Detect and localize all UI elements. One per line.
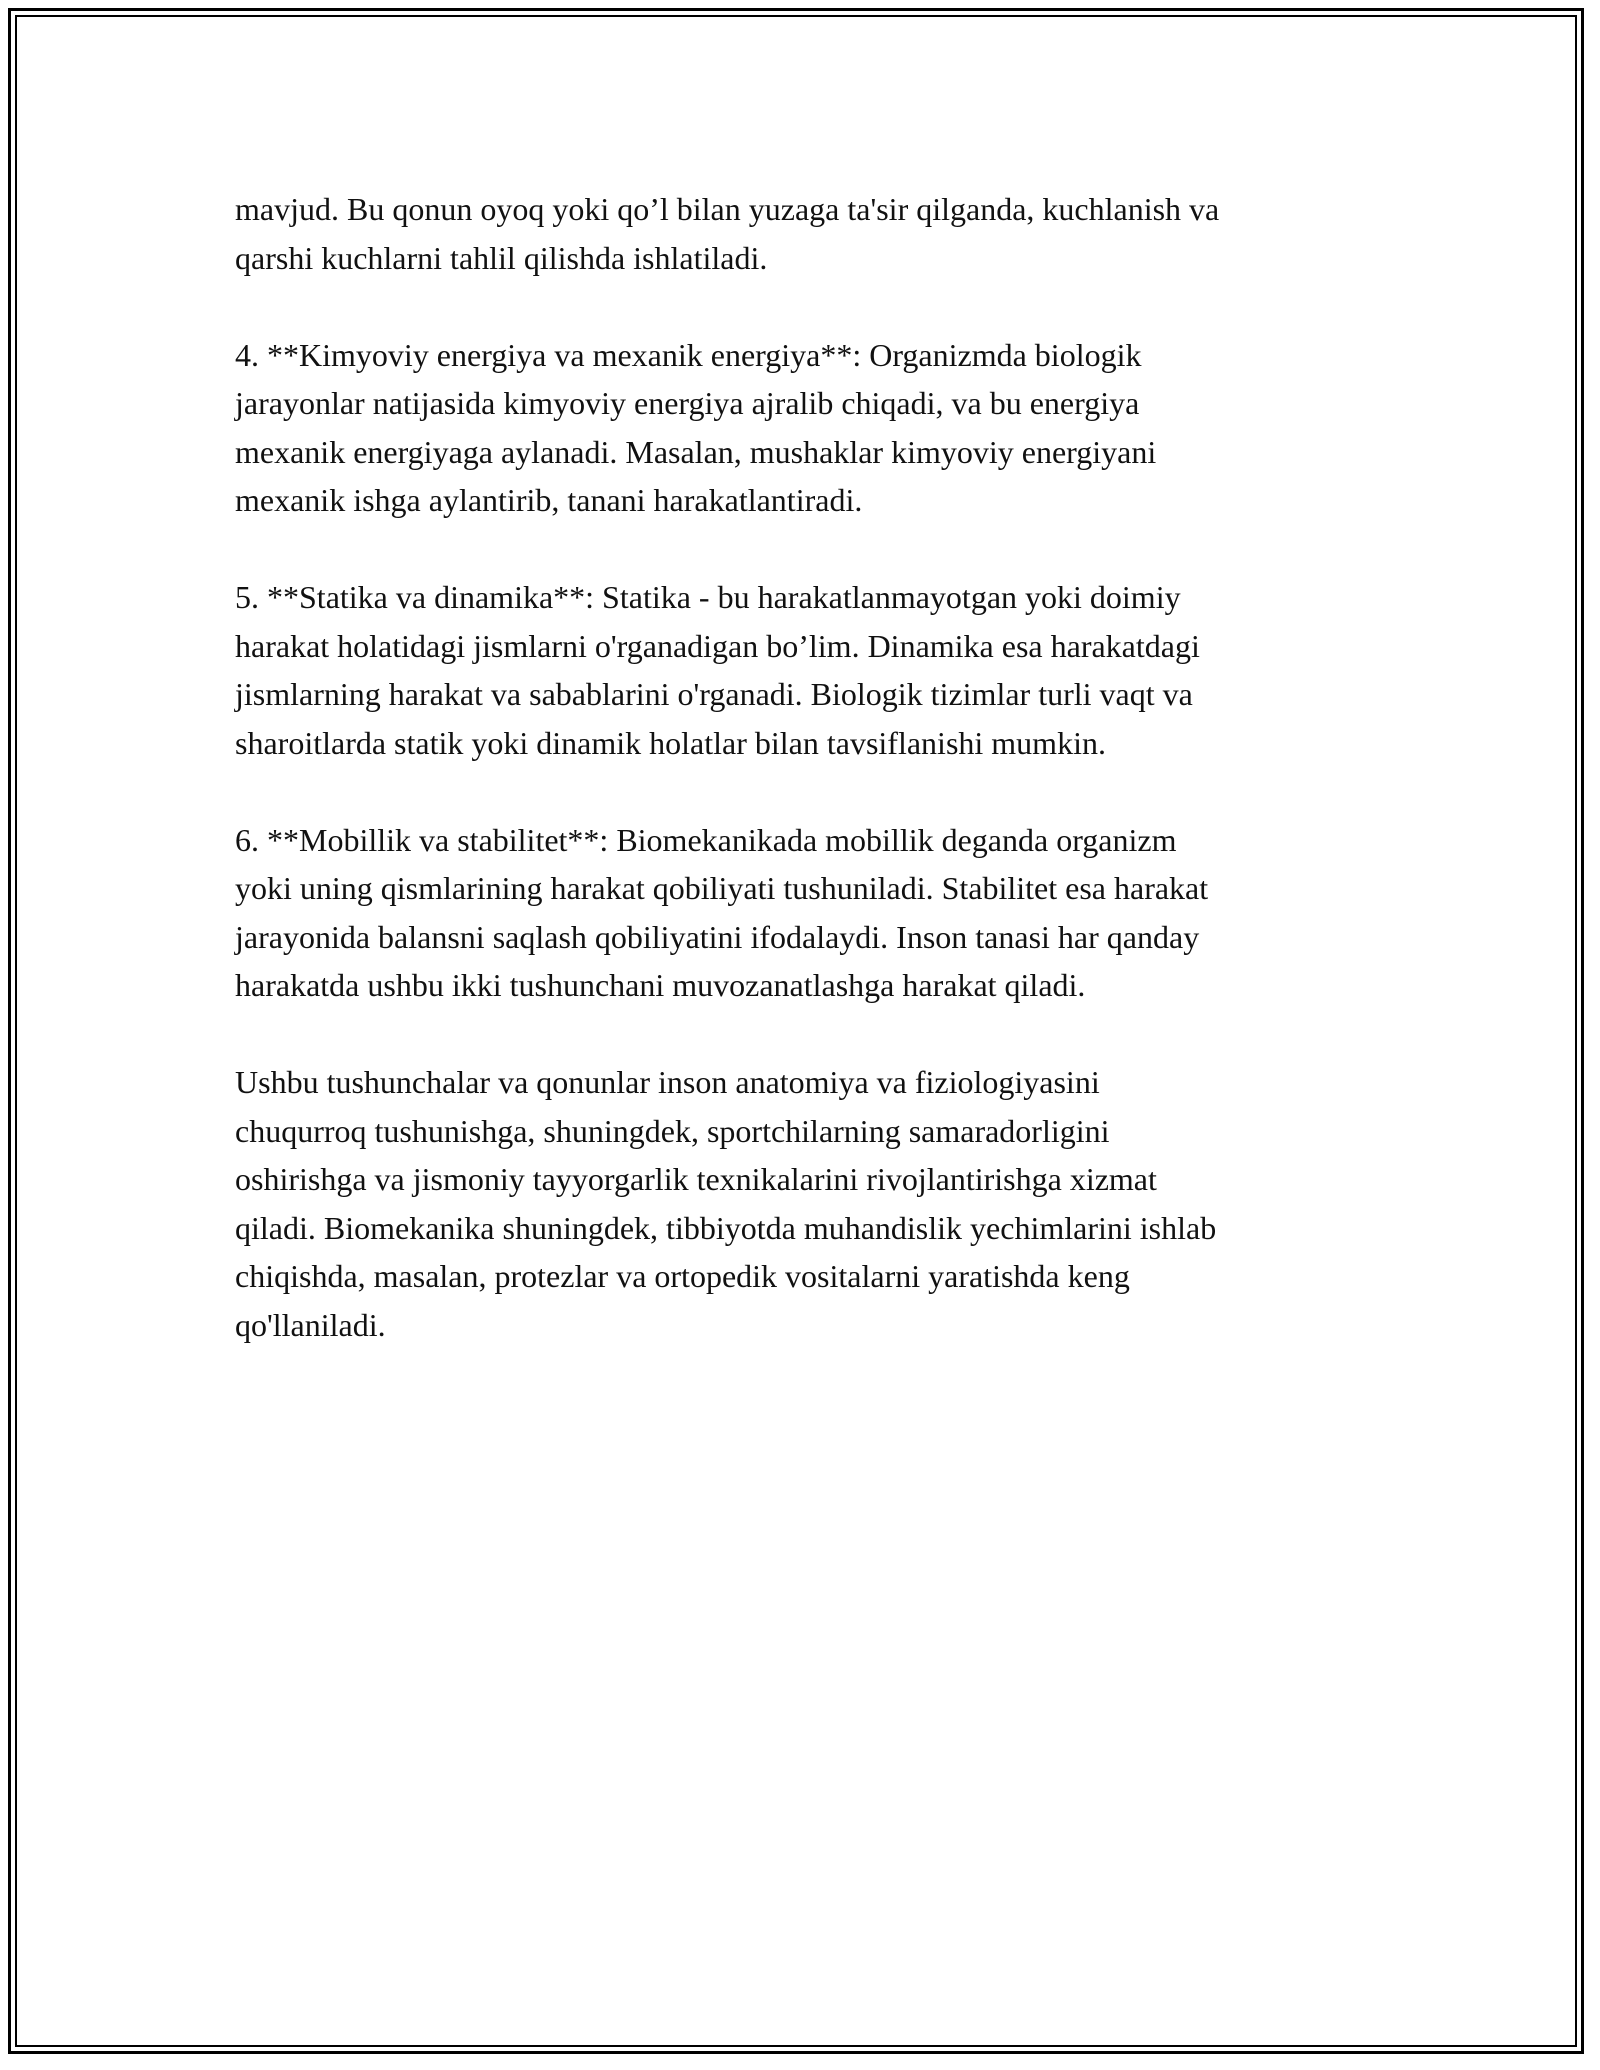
paragraph-item-5: 5. **Statika va dinamika**: Statika - bu harakatlanmayotgan yoki doimiy harakat holatidagi jismlarni o'rganadigan bo’lim. Dinamika esa harakatdagi jismlarning harakat va sabablarini o'rganadi. Biologik tizimlar turli vaqt va sharoitlarda statik yoki dinamik holatlar bilan tavsiflanishi mumkin. xyxy=(235,579,1200,761)
paragraph-conclusion: Ushbu tushunchalar va qonunlar inson anatomiya va fiziologiyasini chuqurroq tushunishga, shuningdek, sportchilarning samaradorligini oshirishga va jismoniy tayyorgarlik texnikalarini rivojlantirishga xizmat qiladi. Biomekanika shuningdek, tibbiyotda muhandislik yechimlarini ishlab chiqishda, masalan, protezlar va ortopedik vositalarni yaratishda keng qo'llaniladi. xyxy=(235,1064,1217,1343)
paragraph-item-4: 4. **Kimyoviy energiya va mexanik energiya**: Organizmda biologik jarayonlar natijasida kimyoviy energiya ajralib chiqadi, va bu energiya mexanik energiyaga aylanadi. Masalan, mushaklar kimyoviy energiyani mexanik ishga aylantirib, tanani harakatlantiradi. xyxy=(235,336,1157,518)
document-body xyxy=(235,185,1395,1398)
paragraph-continuation: mavjud. Bu qonun oyoq yoki qo’l bilan yuzaga ta'sir qilganda, kuchlanish va qarshi kuchlarni tahlil qilishda ishlatiladi. xyxy=(235,191,1220,276)
paragraph-item-6: 6. **Mobillik va stabilitet**: Biomekanikada mobillik deganda organizm yoki uning qismlarining harakat qobiliyati tushuniladi. Stabilitet esa harakat jarayonida balansni saqlash qobiliyatini ifodalaydi. Inson tanasi har qanday harakatda ushbu ikki tushunchani muvozanatlashga harakat qiladi. xyxy=(235,821,1209,1003)
